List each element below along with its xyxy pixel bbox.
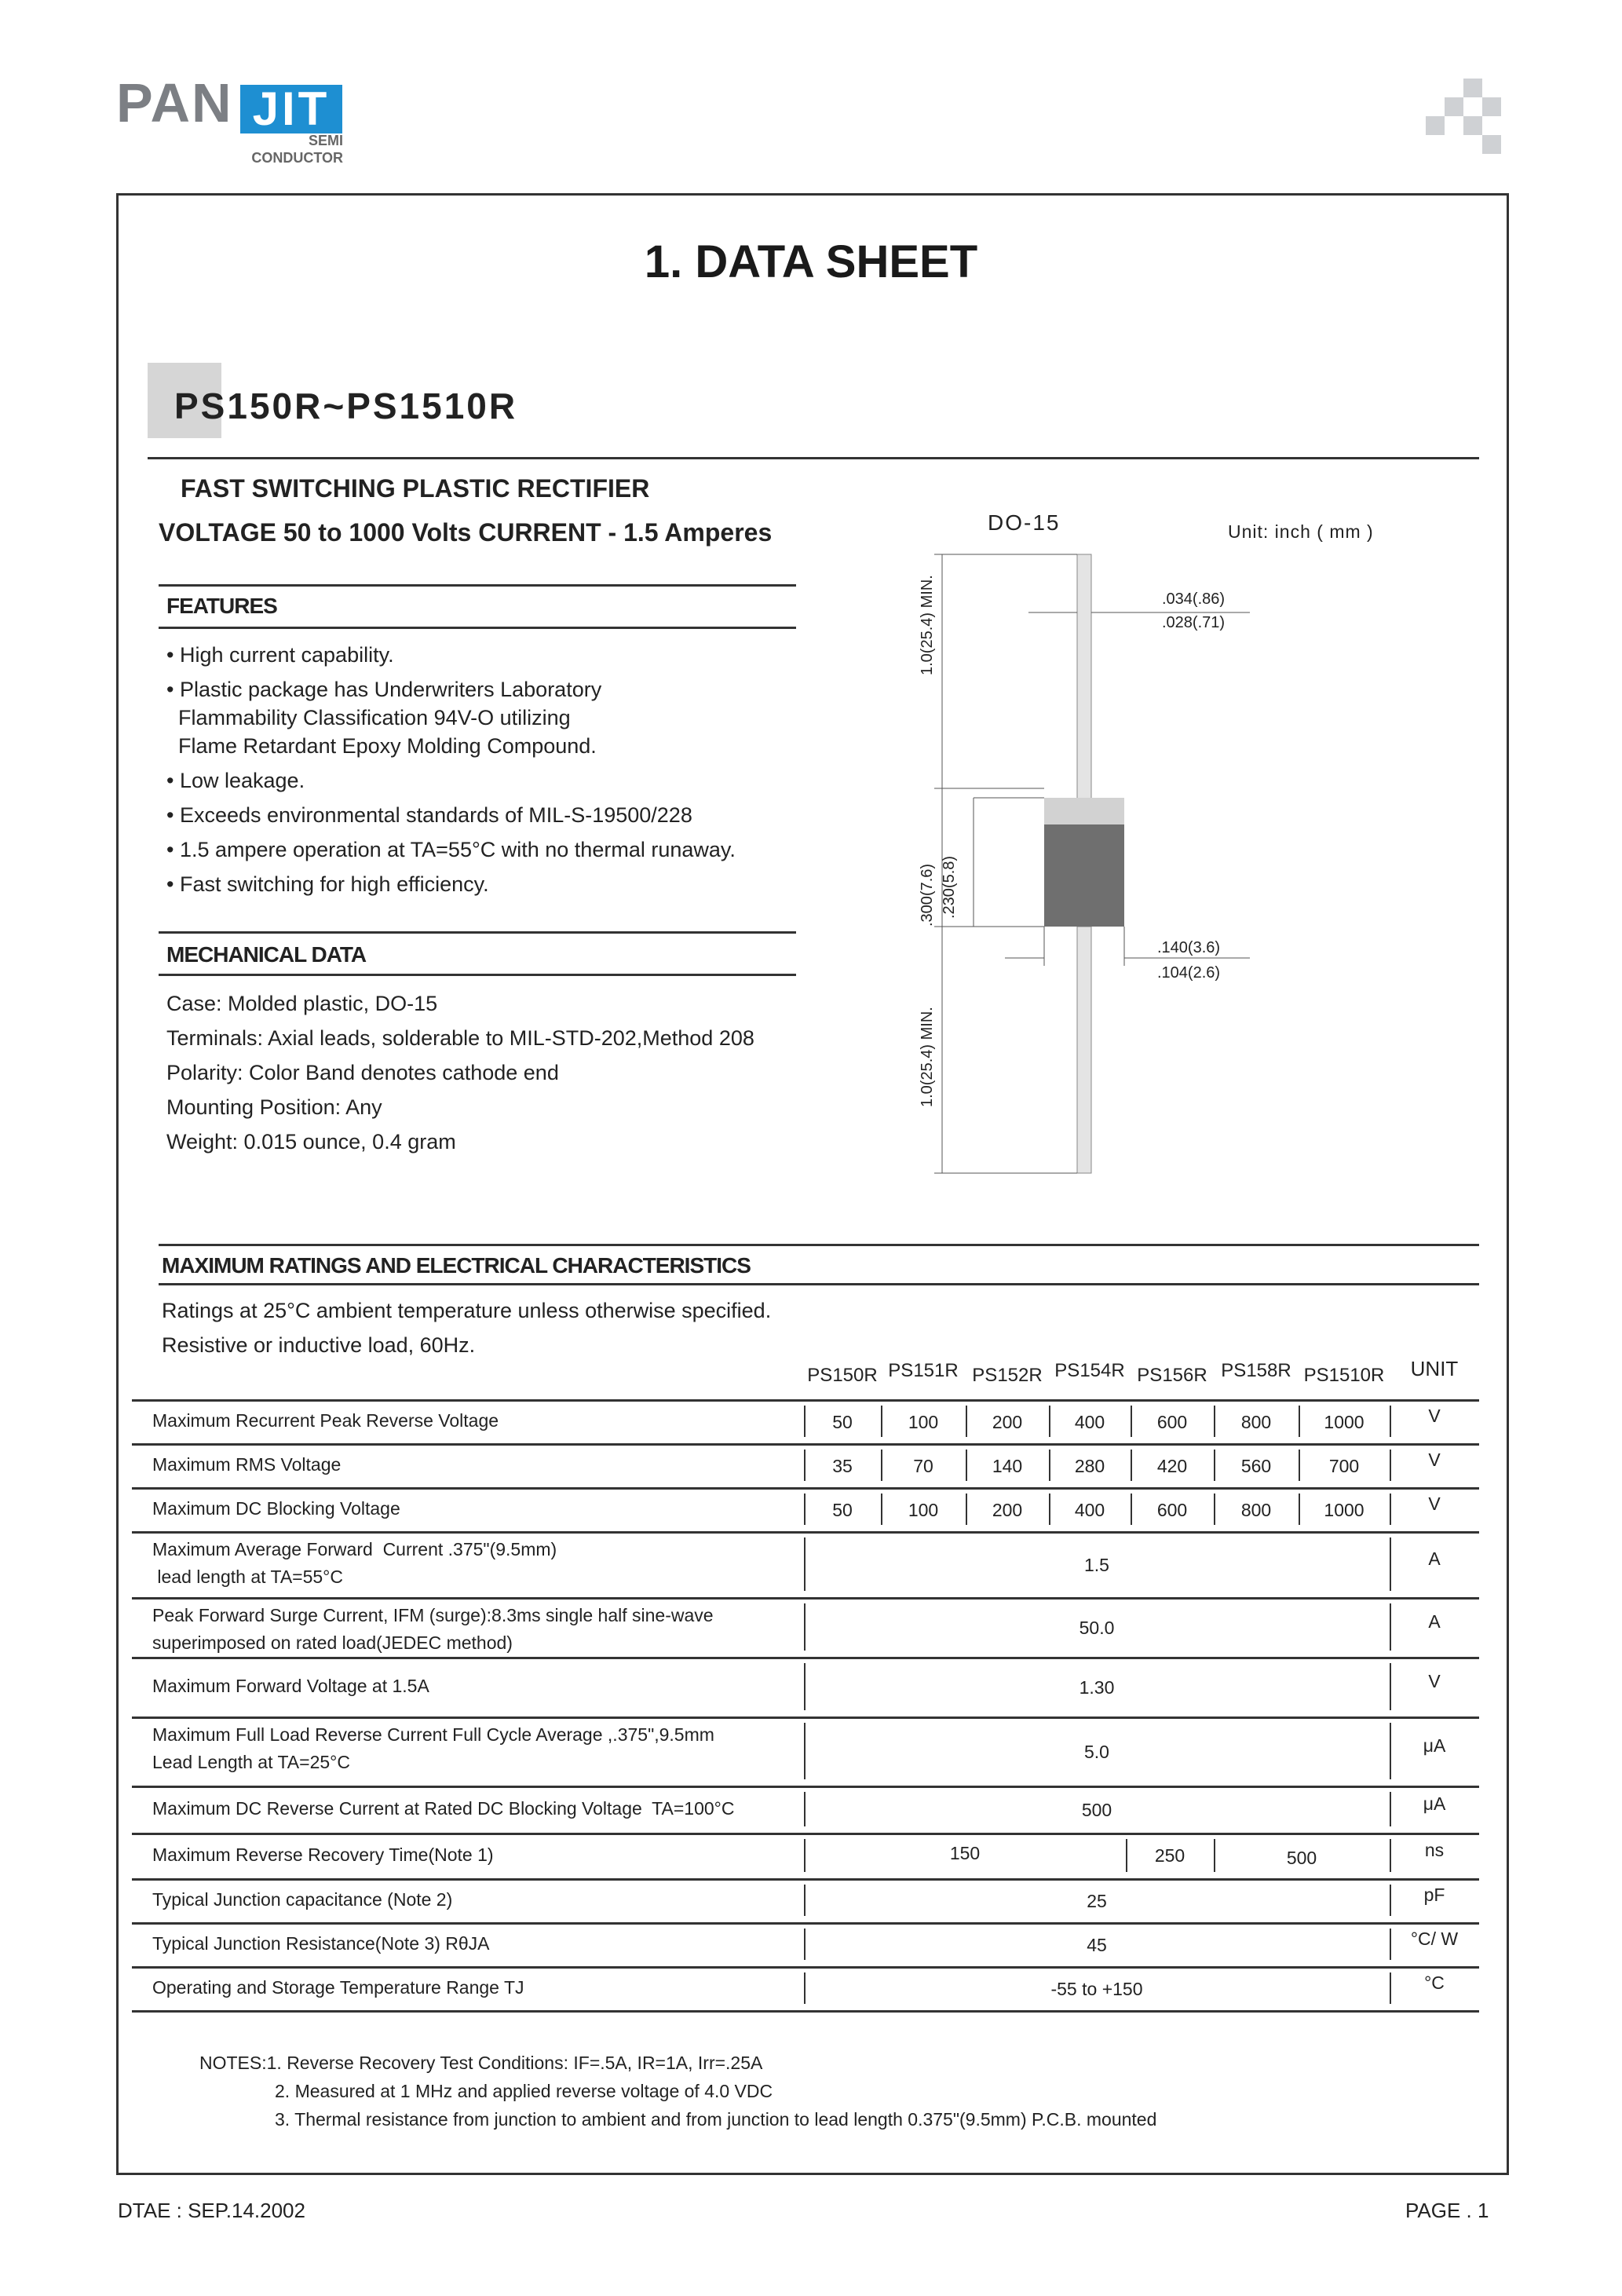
- note-3: 3. Thermal resistance from junction to ambient and from junction to lead length 0.375"(9.5mm) P.C.B. mounted: [275, 2109, 1157, 2130]
- divider: [159, 627, 796, 629]
- package-label: DO-15: [988, 510, 1061, 535]
- column-header: PS1510R: [1303, 1365, 1385, 1386]
- table-cell: 280: [1074, 1456, 1105, 1476]
- table-cell: 50: [832, 1500, 853, 1520]
- body-dia-max: .140(3.6): [1157, 939, 1221, 956]
- mechanical-item: Terminals: Axial leads, solderable to MIL-STD-202,Method 208: [166, 1026, 754, 1050]
- divider: [159, 974, 796, 976]
- table-cell: 1.5: [1084, 1555, 1109, 1575]
- feature-item: • Plastic package has Underwriters Laboratory: [166, 678, 602, 701]
- table-cell: 1000: [1324, 1412, 1364, 1432]
- lead-dia-min: .028(.71): [1162, 614, 1226, 631]
- column-header: PS151R: [888, 1360, 959, 1381]
- table-cell: 35: [832, 1456, 853, 1476]
- column-header: PS158R: [1221, 1360, 1291, 1381]
- label-line: superimposed on rated load(JEDEC method): [152, 1632, 513, 1653]
- label-line: Typical Junction Resistance(Note 3) RθJA: [152, 1933, 490, 1954]
- table-cell: 600: [1156, 1500, 1188, 1520]
- table-cell: 400: [1074, 1412, 1105, 1432]
- mechanical-item: Polarity: Color Band denotes cathode end: [166, 1061, 559, 1084]
- table-cell: 200: [992, 1412, 1023, 1432]
- table-cell: 70: [913, 1456, 933, 1476]
- logo-sub-semi: SEMI: [308, 133, 343, 148]
- logo-pan: PAN: [116, 72, 233, 133]
- body-length-min: .230(5.8): [941, 855, 958, 919]
- table-cell: 50: [832, 1412, 853, 1432]
- table-cell: 45: [1087, 1935, 1107, 1955]
- unit-cell: μA: [1423, 1793, 1446, 1814]
- label-line: Lead Length at TA=25°C: [152, 1752, 350, 1772]
- label-line: Maximum Forward Voltage at 1.5A: [152, 1676, 429, 1696]
- lead-dia-max: .034(.86): [1162, 590, 1226, 608]
- table-cell: 500: [1081, 1800, 1112, 1820]
- body-length-max: .300(7.6): [919, 863, 936, 927]
- mechanical-item: Weight: 0.015 ounce, 0.4 gram: [166, 1130, 456, 1153]
- column-header: PS154R: [1054, 1360, 1125, 1381]
- label-line: Maximum Average Forward Current .375"(9.5mm): [152, 1539, 557, 1559]
- body-dia-min: .104(2.6): [1157, 964, 1221, 982]
- mechanical-list: [166, 986, 754, 1159]
- ratings-note-2: Resistive or inductive load, 60Hz.: [162, 1333, 476, 1357]
- unit-cell: °C: [1424, 1972, 1445, 1993]
- table-cell: 1.30: [1079, 1677, 1115, 1698]
- table-cell: 800: [1240, 1412, 1272, 1432]
- subtitle: FAST SWITCHING PLASTIC RECTIFIER: [181, 474, 650, 503]
- table-cell: 150: [949, 1843, 981, 1863]
- feature-item: Flammability Classification 94V-O utilizing: [166, 706, 571, 729]
- do15-package-diagram: [911, 542, 1256, 1186]
- label-line: Maximum RMS Voltage: [152, 1454, 342, 1475]
- unit-label: Unit: inch ( mm ): [1228, 521, 1374, 542]
- table-cell: 100: [908, 1500, 939, 1520]
- lead-top: [1077, 554, 1091, 801]
- unit-header: UNIT: [1410, 1357, 1459, 1380]
- body-cathode-band: [1044, 798, 1124, 824]
- table-cell: 400: [1074, 1500, 1105, 1520]
- ratings-title: MAXIMUM RATINGS AND ELECTRICAL CHARACTERISTICS: [162, 1253, 751, 1278]
- unit-cell: pF: [1423, 1885, 1445, 1905]
- feature-item: • Low leakage.: [166, 769, 305, 792]
- label-line: Maximum DC Reverse Current at Rated DC Blocking Voltage TA=100°C: [152, 1798, 735, 1819]
- feature-item: • Fast switching for high efficiency.: [166, 872, 489, 896]
- logo-sub-conductor: CONDUCTOR: [251, 150, 343, 166]
- features-list: [166, 641, 736, 898]
- unit-cell: μA: [1423, 1735, 1446, 1756]
- table-cell: 140: [992, 1456, 1023, 1476]
- table-cell: 200: [992, 1500, 1023, 1520]
- label-line: Maximum Recurrent Peak Reverse Voltage: [152, 1410, 499, 1431]
- features-title: FEATURES: [166, 594, 277, 618]
- feature-item: • Exceeds environmental standards of MIL-S-19500/228: [166, 803, 692, 827]
- unit-cell: V: [1428, 1406, 1441, 1426]
- table-cell: 250: [1154, 1845, 1185, 1866]
- table-cell: 50.0: [1079, 1618, 1115, 1638]
- unit-cell: °C/ W: [1410, 1929, 1459, 1949]
- unit-cell: A: [1428, 1548, 1441, 1569]
- divider: [148, 457, 1479, 459]
- logo-subtitle: [239, 132, 343, 166]
- table-cell: -55 to +150: [1050, 1979, 1143, 1999]
- table-cell: 420: [1156, 1456, 1188, 1476]
- divider: [159, 1244, 1479, 1246]
- label-line: lead length at TA=55°C: [152, 1567, 343, 1587]
- mechanical-item: Mounting Position: Any: [166, 1095, 382, 1119]
- column-header: PS152R: [972, 1365, 1043, 1386]
- table-cell: 25: [1087, 1891, 1107, 1911]
- feature-item: • High current capability.: [166, 643, 394, 667]
- table-cell: 100: [908, 1412, 939, 1432]
- table-cell: 1000: [1324, 1500, 1364, 1520]
- divider: [159, 1283, 1479, 1285]
- table-cell: 800: [1240, 1500, 1272, 1520]
- footer-date: DTAE : SEP.14.2002: [118, 2199, 305, 2222]
- table-cell: 600: [1156, 1412, 1188, 1432]
- divider: [159, 584, 796, 587]
- unit-cell: V: [1428, 1493, 1441, 1514]
- voltage-line: VOLTAGE 50 to 1000 Volts CURRENT - 1.5 Amperes: [159, 518, 773, 547]
- mechanical-item: Case: Molded plastic, DO-15: [166, 992, 438, 1015]
- table-cell: 500: [1286, 1848, 1317, 1868]
- feature-item: • 1.5 ampere operation at TA=55°C with no thermal runaway.: [166, 838, 736, 861]
- label-line: Maximum Full Load Reverse Current Full Cycle Average ,.375",9.5mm: [152, 1724, 714, 1745]
- lead-bottom: [1077, 927, 1091, 1173]
- part-number: PS150R~PS1510R: [174, 386, 518, 426]
- unit-cell: V: [1428, 1450, 1441, 1470]
- lead-length-top: 1.0(25.4) MIN.: [919, 575, 936, 675]
- table-cell: 560: [1240, 1456, 1272, 1476]
- unit-cell: A: [1428, 1611, 1441, 1632]
- table-cell: 700: [1328, 1456, 1360, 1476]
- label-line: Maximum Reverse Recovery Time(Note 1): [152, 1844, 494, 1865]
- column-header: PS156R: [1137, 1365, 1207, 1386]
- label-line: Operating and Storage Temperature Range TJ: [152, 1977, 524, 1998]
- page-title: 1. DATA SHEET: [644, 236, 978, 287]
- footer-page: PAGE . 1: [1405, 2199, 1489, 2222]
- ratings-note-1: Ratings at 25°C ambient temperature unless otherwise specified.: [162, 1299, 772, 1322]
- label-line: Peak Forward Surge Current, IFM (surge):8.3ms single half sine-wave: [152, 1605, 714, 1625]
- unit-cell: V: [1428, 1671, 1441, 1691]
- feature-item: Flame Retardant Epoxy Molding Compound.: [166, 734, 597, 758]
- note-1: NOTES:1. Reverse Recovery Test Conditions: IF=.5A, IR=1A, Irr=.25A: [199, 2053, 763, 2073]
- table-cell: 5.0: [1084, 1742, 1109, 1762]
- label-line: Typical Junction capacitance (Note 2): [152, 1889, 453, 1910]
- note-2: 2. Measured at 1 MHz and applied reverse voltage of 4.0 VDC: [275, 2081, 773, 2101]
- body: [1044, 824, 1124, 927]
- divider: [159, 931, 796, 934]
- unit-cell: ns: [1424, 1840, 1445, 1860]
- logo-jit: JIT: [240, 85, 342, 133]
- label-line: Maximum DC Blocking Voltage: [152, 1498, 400, 1519]
- column-header: PS150R: [807, 1365, 878, 1386]
- mechanical-title: MECHANICAL DATA: [166, 942, 367, 967]
- lead-length-bottom: 1.0(25.4) MIN.: [919, 1007, 936, 1107]
